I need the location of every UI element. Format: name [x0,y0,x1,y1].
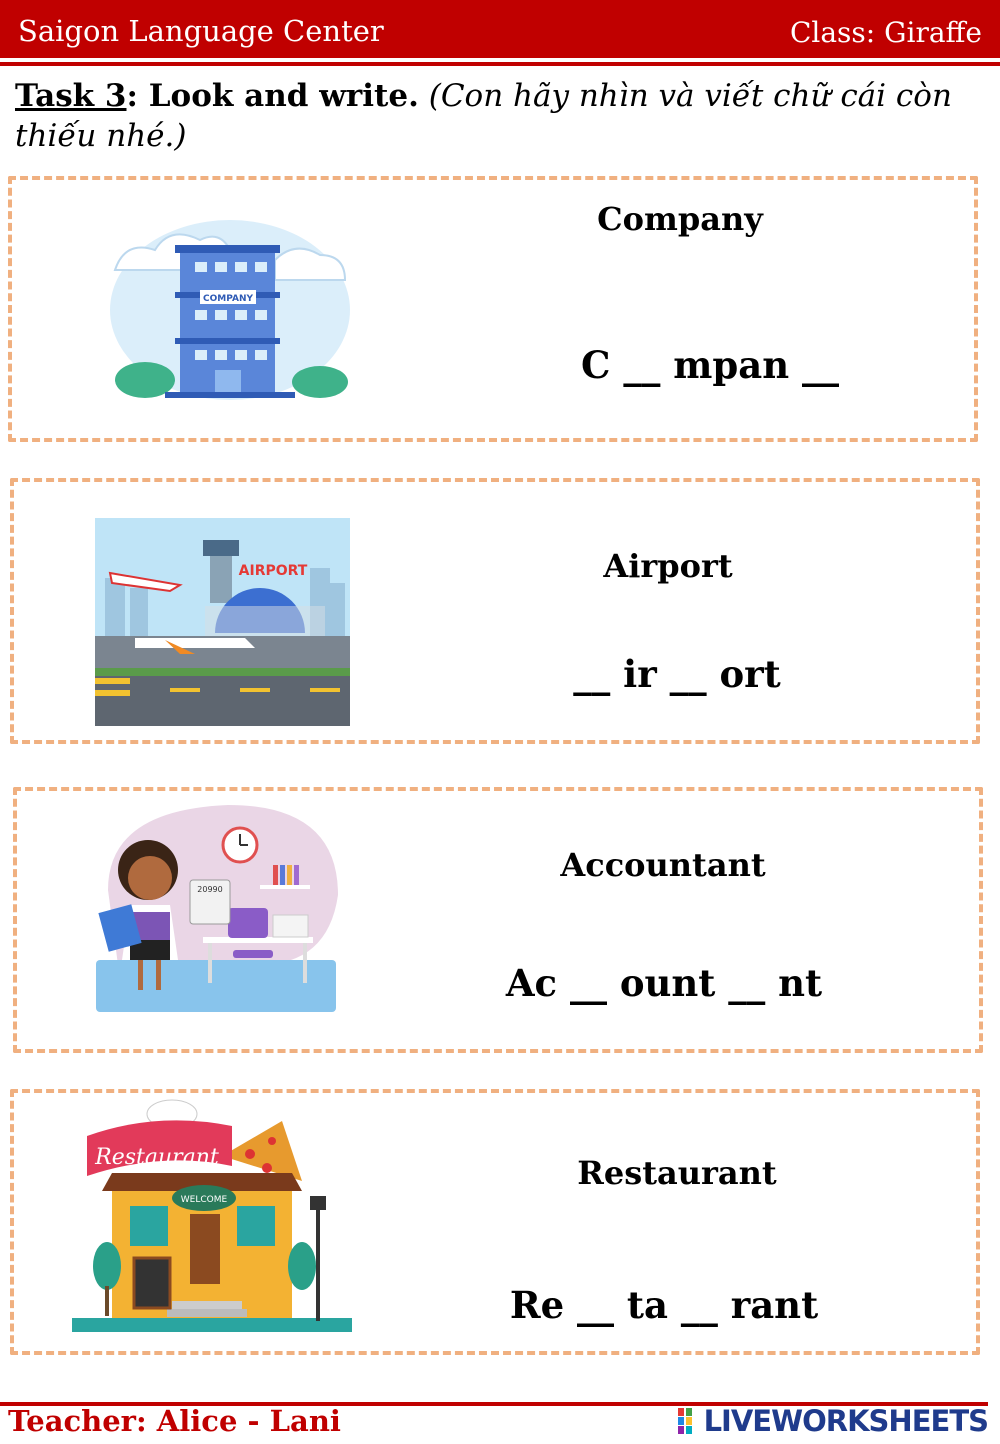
blank-restaurant[interactable]: Re __ ta __ rant [509,1283,819,1327]
liveworksheets-icon [678,1408,700,1434]
airport-image [95,518,350,726]
header-divider [0,62,1000,66]
task-label: Task 3 [15,78,127,114]
teacher-name: Teacher: Alice - Lani [8,1404,341,1438]
task-heading [15,76,955,156]
word-restaurant: Restaurant [577,1154,777,1192]
blank-company[interactable]: C __ mpan __ [581,343,839,387]
class-name: Class: Giraffe [789,16,982,49]
blank-accountant[interactable]: Ac __ ount __ nt [505,961,823,1005]
brand-name: LIVEWORKSHEETS [703,1404,988,1438]
liveworksheets-logo [678,1404,988,1438]
airport-sign: AIRPORT [238,563,308,579]
task-instruction: (Con hãy nhìn và viết chữ cái còn thiếu nhé.) [15,78,952,154]
word-company: Company [597,200,763,238]
restaurant-image [72,1096,352,1336]
word-accountant: Accountant [560,846,766,884]
header-bar [0,0,1000,58]
restaurant-sign: Restaurant [95,1145,219,1170]
company-building-image [105,210,355,405]
accountant-image [88,800,338,1015]
blank-airport[interactable]: __ ir __ ort [573,652,781,696]
center-name: Saigon Language Center [18,14,384,48]
word-airport: Airport [603,547,733,585]
task-title: : Look and write. [126,78,419,114]
company-sign: COMPANY [203,294,253,304]
welcome-sign: WELCOME [180,1195,228,1205]
calculator-display: 20990 [197,885,223,894]
